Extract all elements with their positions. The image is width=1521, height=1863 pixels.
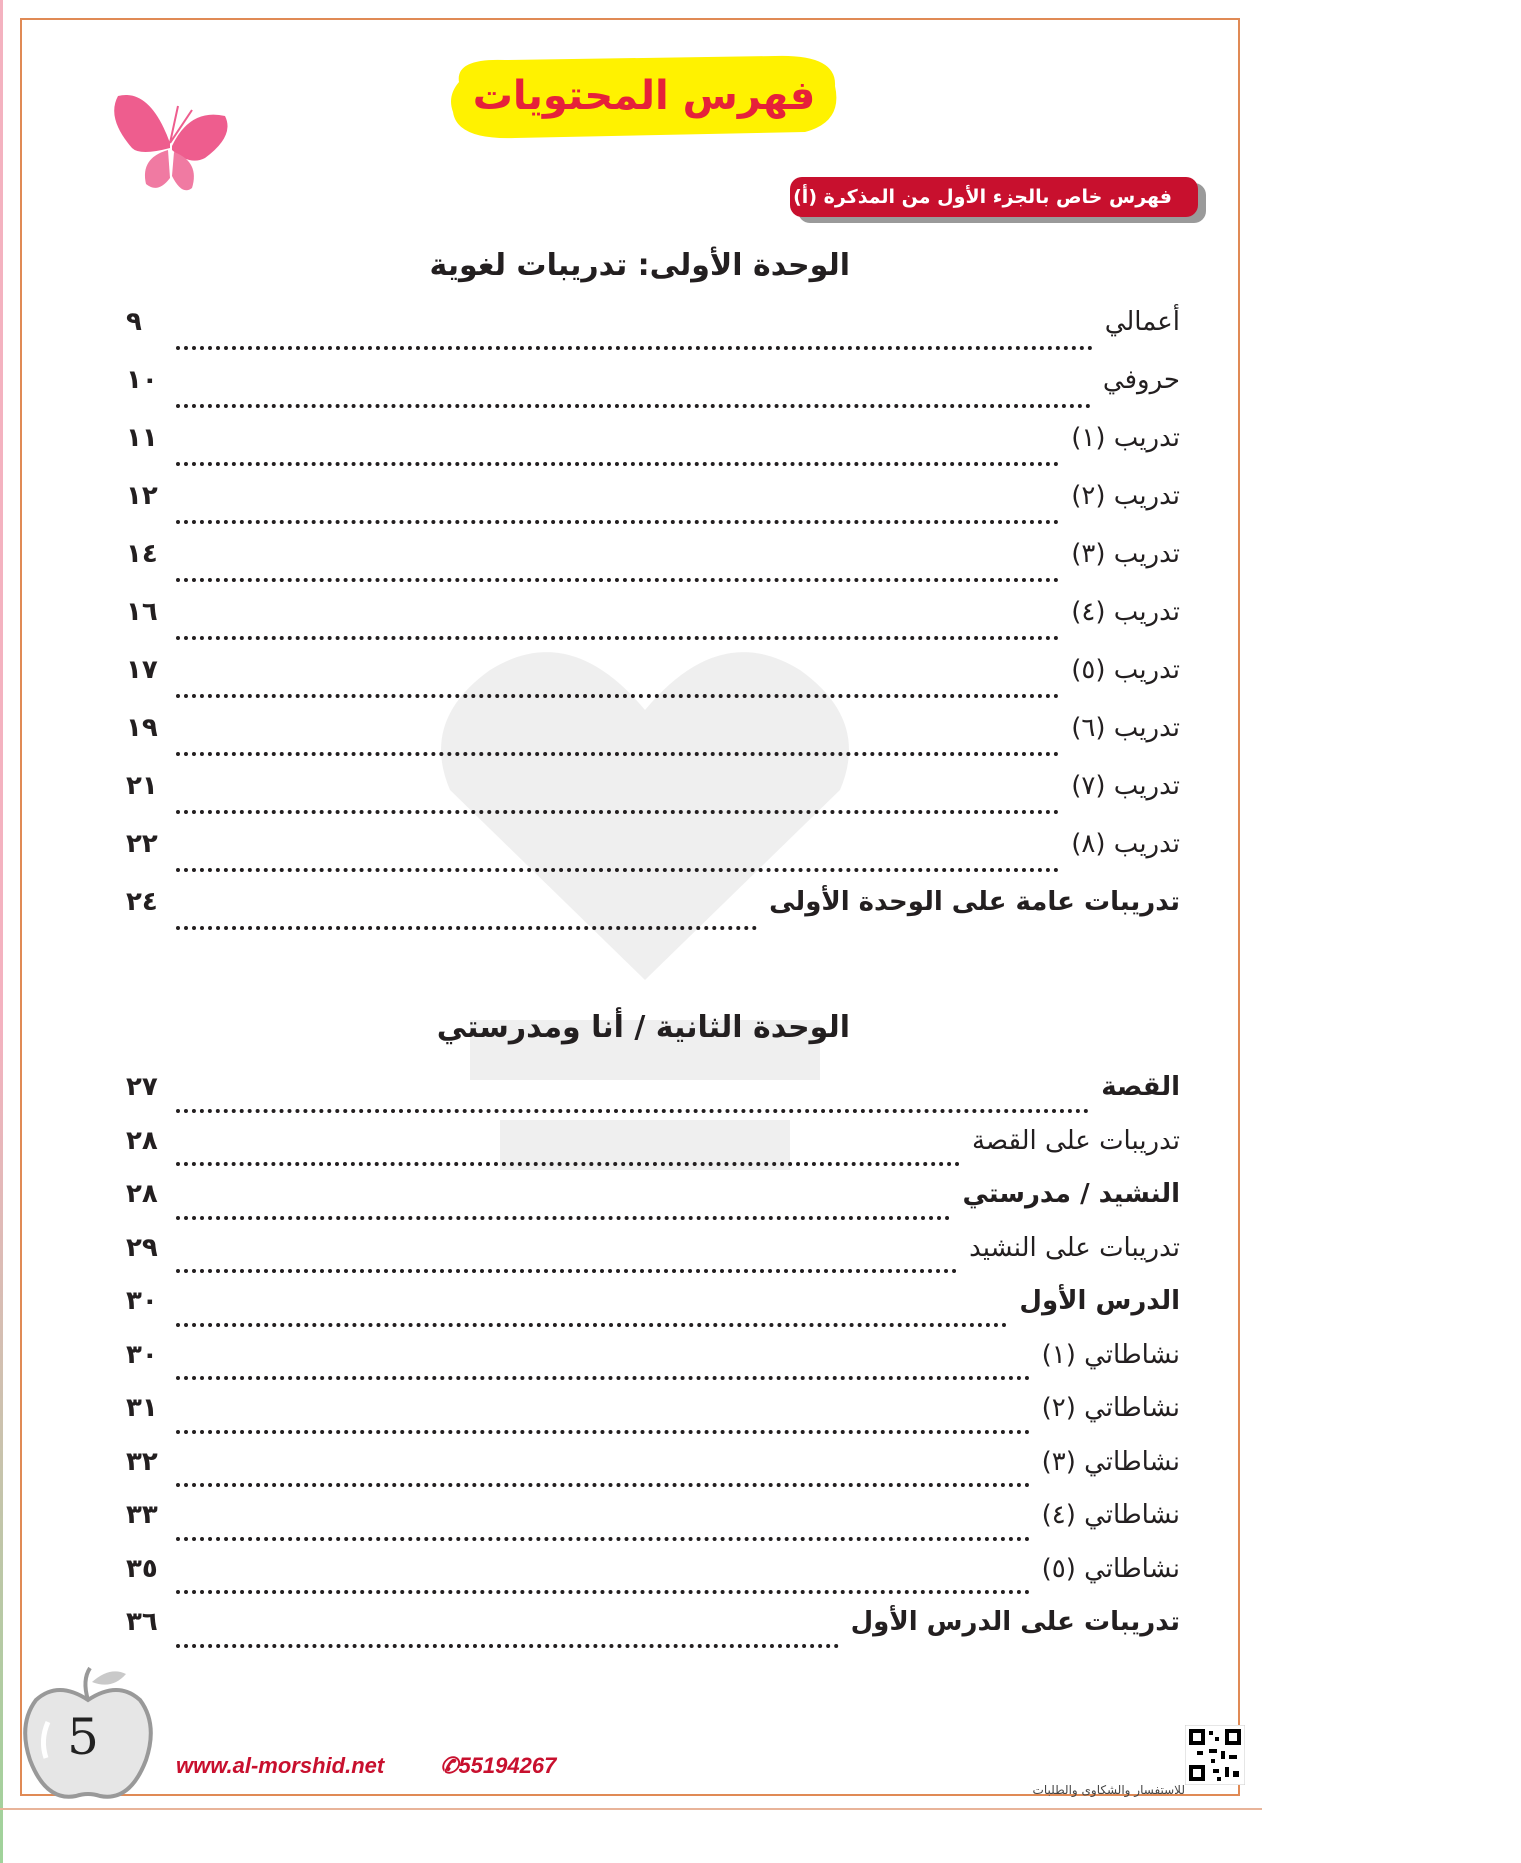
toc-page-number: ٣٣	[126, 1500, 158, 1530]
page-title: فهرس المحتويات	[472, 73, 816, 119]
leader-dots	[176, 748, 1059, 756]
leader-dots	[176, 632, 1059, 640]
toc-page-number: ٣١	[126, 1393, 158, 1423]
toc-row[interactable]	[126, 1179, 1180, 1233]
title-banner	[445, 52, 843, 140]
leader-dots	[176, 1158, 960, 1166]
toc-row[interactable]	[126, 1393, 1180, 1447]
toc-page-number: ١٢	[126, 481, 158, 511]
bottom-rule	[0, 1808, 1262, 1810]
leader-dots	[176, 1586, 1030, 1594]
toc-label: أعمالي	[1104, 307, 1180, 337]
toc-label: تدريب (٦)	[1071, 713, 1180, 743]
unit1-toc	[126, 307, 1180, 945]
toc-page-number: ٢٤	[126, 887, 158, 917]
toc-label: تدريبات عامة على الوحدة الأولى	[769, 887, 1180, 917]
phone-number	[440, 1753, 556, 1779]
leader-dots	[176, 1319, 1007, 1327]
leader-dots	[176, 458, 1059, 466]
butterfly-icon	[110, 88, 235, 198]
leader-dots	[176, 574, 1059, 582]
toc-row[interactable]	[126, 655, 1180, 713]
toc-label: الدرس الأول	[1019, 1286, 1180, 1316]
unit2-toc	[126, 1072, 1180, 1661]
footer-note: للاستفسار والشكاوى والطلبات	[1032, 1783, 1185, 1797]
toc-page-number: ٣٠	[126, 1286, 158, 1316]
toc-page-number: ٢٩	[126, 1232, 158, 1263]
toc-label: تدريبات على القصة	[971, 1125, 1180, 1156]
toc-page-number: ١٤	[126, 539, 158, 569]
section-ribbon: فهرس خاص بالجزء الأول من المذكرة (أ)	[790, 177, 1198, 217]
toc-page-number: ١٦	[126, 597, 158, 627]
leader-dots	[176, 1426, 1030, 1434]
leader-dots	[176, 400, 1091, 408]
toc-label: نشاطاتي (١)	[1041, 1339, 1180, 1370]
leader-dots	[176, 1533, 1030, 1541]
leader-dots	[176, 1105, 1089, 1113]
leader-dots	[176, 516, 1059, 524]
toc-row[interactable]	[126, 1447, 1180, 1501]
toc-label: تدريب (٢)	[1071, 481, 1180, 511]
toc-label: تدريب (٥)	[1071, 655, 1180, 685]
toc-row[interactable]	[126, 1340, 1180, 1394]
leader-dots	[176, 922, 757, 930]
toc-page-number: ٢١	[126, 771, 158, 801]
toc-label: تدريبات على الدرس الأول	[850, 1607, 1180, 1637]
toc-row[interactable]	[126, 1233, 1180, 1287]
toc-label: تدريب (٧)	[1071, 771, 1180, 801]
toc-row[interactable]	[126, 887, 1180, 945]
toc-page-number: ٢٧	[126, 1072, 158, 1102]
leader-dots	[176, 690, 1059, 698]
toc-page-number: ١١	[126, 423, 158, 453]
toc-label: نشاطاتي (٥)	[1041, 1553, 1180, 1584]
toc-page-number: ٣٥	[126, 1553, 158, 1584]
leader-dots	[176, 1265, 957, 1273]
toc-page-number: ١٧	[126, 655, 158, 685]
toc-page-number: ٣٠	[126, 1339, 158, 1370]
toc-page-number: ٢٢	[126, 829, 158, 859]
leader-dots	[176, 1479, 1030, 1487]
toc-label: القصة	[1101, 1072, 1180, 1102]
toc-page-number: ٩	[126, 307, 142, 337]
toc-page-number: ٣٦	[126, 1607, 158, 1637]
toc-label: حروفي	[1102, 365, 1180, 395]
unit2-heading: الوحدة الثانية / أنا ومدرستي	[436, 1010, 850, 1045]
toc-row[interactable]	[126, 1500, 1180, 1554]
toc-label: تدريب (٣)	[1071, 539, 1180, 569]
toc-row[interactable]	[126, 423, 1180, 481]
qr-code-icon[interactable]	[1185, 1725, 1245, 1785]
toc-row[interactable]	[126, 365, 1180, 423]
toc-label: تدريب (٨)	[1071, 829, 1180, 859]
leader-dots	[176, 342, 1093, 350]
phone-number-text: 55194267	[458, 1753, 557, 1778]
leader-dots	[176, 1212, 950, 1220]
leader-dots	[176, 1372, 1030, 1380]
page-number: 5	[67, 1708, 99, 1766]
toc-row[interactable]	[126, 771, 1180, 829]
leader-dots	[176, 806, 1059, 814]
toc-page-number: ٣٢	[126, 1446, 158, 1477]
toc-row[interactable]	[126, 829, 1180, 887]
toc-row[interactable]	[126, 1126, 1180, 1180]
leader-dots	[176, 1640, 839, 1648]
unit1-heading: الوحدة الأولى: تدريبات لغوية	[429, 248, 850, 283]
toc-row[interactable]	[126, 539, 1180, 597]
toc-label: تدريب (٤)	[1071, 597, 1180, 627]
toc-row[interactable]	[126, 481, 1180, 539]
toc-label: نشاطاتي (٣)	[1041, 1446, 1180, 1477]
toc-label: نشاطاتي (٢)	[1041, 1393, 1180, 1423]
toc-row[interactable]	[126, 307, 1180, 365]
toc-label: النشيد / مدرستي	[962, 1179, 1180, 1209]
phone-icon: ✆	[440, 1753, 459, 1778]
toc-page-number: ٢٨	[126, 1125, 158, 1156]
toc-row[interactable]	[126, 713, 1180, 771]
toc-page-number: ١٩	[126, 713, 158, 743]
toc-row[interactable]	[126, 1072, 1180, 1126]
website-link[interactable]: www.al-morshid.net	[176, 1753, 385, 1778]
toc-label: تدريب (١)	[1071, 423, 1180, 453]
toc-page-number: ١٠	[126, 365, 158, 395]
toc-label: تدريبات على النشيد	[969, 1232, 1180, 1263]
toc-row[interactable]	[126, 1607, 1180, 1661]
toc-page-number: ٢٨	[126, 1179, 158, 1209]
toc-row[interactable]	[126, 1554, 1180, 1608]
toc-row[interactable]	[126, 1286, 1180, 1340]
leader-dots	[176, 864, 1059, 872]
toc-row[interactable]	[126, 597, 1180, 655]
toc-label: نشاطاتي (٤)	[1041, 1500, 1180, 1530]
